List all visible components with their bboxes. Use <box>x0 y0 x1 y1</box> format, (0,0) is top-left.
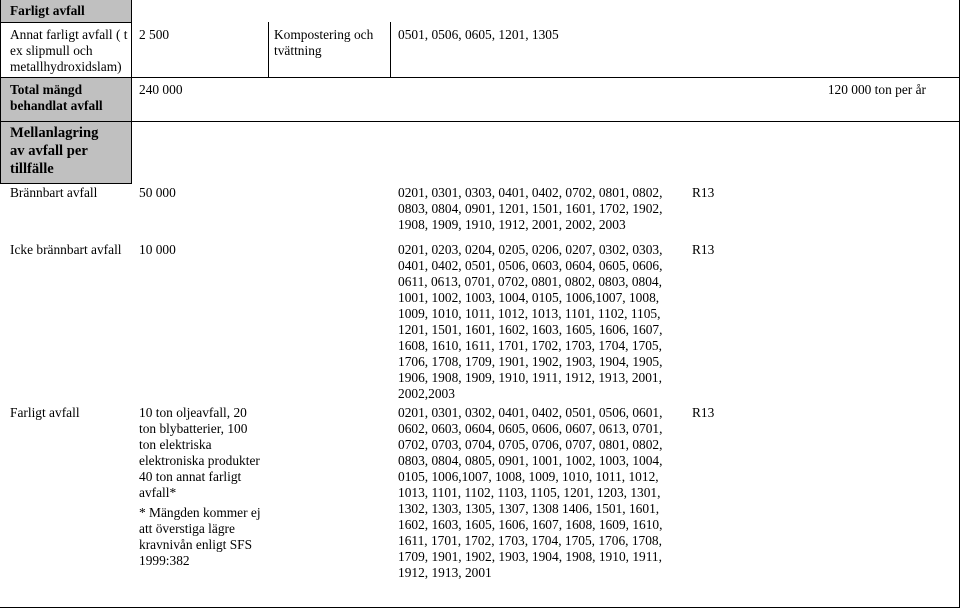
row-codes: 0201, 0203, 0204, 0205, 0206, 0207, 0302, 0303, 0401, 0402, 0501, 0506, 0603, 0604, 0605, 0606, 0611, 0613, 0701, 0702, 0801, 0802, 0803, 0804, 1001, 1002, 1003, 1004, 0105, 1006,1007, 1008, 1009, 1010, 1011, 1012, 1013, 1101, 1102, 1105, 1201, 1501, 1601, 1602, 1603, 1605, 1606, 1607, 1608, 1610, 1611, 1701, 1702, 1703, 1704, 1705, 1706, 1708, 1709, 1901, 1902, 1903, 1904, 1905, 1906, 1908, 1909, 1910, 1911, 1912, 1913, 2001, 2002,2003 <box>398 242 663 401</box>
row-category: Brännbart avfall <box>10 185 98 200</box>
row-category: Icke brännbart avfall <box>10 242 122 257</box>
annat-process: Kompostering och tvättning <box>274 27 374 58</box>
grid-line-h2 <box>0 77 960 78</box>
annat-codes: 0501, 0506, 0605, 1201, 1305 <box>398 27 559 42</box>
grid-line-v-col3 <box>390 22 391 78</box>
grid-line-v-col2 <box>268 22 269 78</box>
total-label: Total mängd behandlat avfall <box>10 82 103 113</box>
total-capacity: 120 000 ton per år <box>827 82 926 97</box>
annat-amount: 2 500 <box>139 27 170 42</box>
row-r-code: R13 <box>692 185 715 200</box>
row-codes: 0201, 0301, 0302, 0401, 0402, 0501, 0506, 0601, 0602, 0603, 0604, 0605, 0606, 0607, 0613, 0701, 0702, 0703, 0704, 0705, 0706, 0707, 0801, 0802, 0803, 0804, 0805, 0901, 1001, 1002, 1003, 1004, 0105, 1006,1007, 1008, 1009, 1010, 1011, 1012, 1013, 1101, 1102, 1103, 1105, 1201, 1203, 1301, 1302, 1303, 1305, 1307, 1308 1406, 1501, 1601, 1602, 1603, 1605, 1606, 1607, 1608, 1609, 1610, 1611, 1701, 1702, 1703, 1704, 1705, 1706, 1708, 1709, 1901, 1902, 1903, 1904, 1908, 1910, 1911, 1912, 1913, 2001 <box>398 405 663 580</box>
row-amount: 10 ton oljeavfall, 20 ton blybatterier, 100 ton elektriska elektroniska produkter 40 ton annat farligt avfall* <box>139 405 260 500</box>
row-category: Farligt avfall <box>10 405 80 420</box>
row-note: * Mängden kommer ej att överstiga lägre kravnivån enligt SFS 1999:382 <box>139 505 261 568</box>
grid-line-h1 <box>0 22 132 23</box>
grid-line-h3 <box>0 121 960 122</box>
row-amount: 50 000 <box>139 185 176 200</box>
row-r-code: R13 <box>692 405 715 420</box>
mellanlagring-label: Mellanlagring av avfall per tillfälle <box>10 125 99 177</box>
total-amount: 240 000 <box>139 82 183 97</box>
grid-line-bottom <box>0 607 960 608</box>
farligt-avfall-heading: Farligt avfall <box>10 3 85 18</box>
grid-line-v-left <box>0 0 1 184</box>
row-codes: 0201, 0301, 0303, 0401, 0402, 0702, 0801, 0802, 0803, 0804, 0901, 1201, 1501, 1601, 1702, 1902, 1908, 1909, 1910, 1912, 2001, 2002, 2003 <box>398 185 663 232</box>
grid-line-h4 <box>0 183 132 184</box>
annat-farligt-avfall-label: Annat farligt avfall ( t ex slipmull och metallhydroxidslam) <box>10 27 128 74</box>
row-r-code: R13 <box>692 242 715 257</box>
row-amount: 10 000 <box>139 242 176 257</box>
grid-line-v-col1 <box>131 0 132 184</box>
